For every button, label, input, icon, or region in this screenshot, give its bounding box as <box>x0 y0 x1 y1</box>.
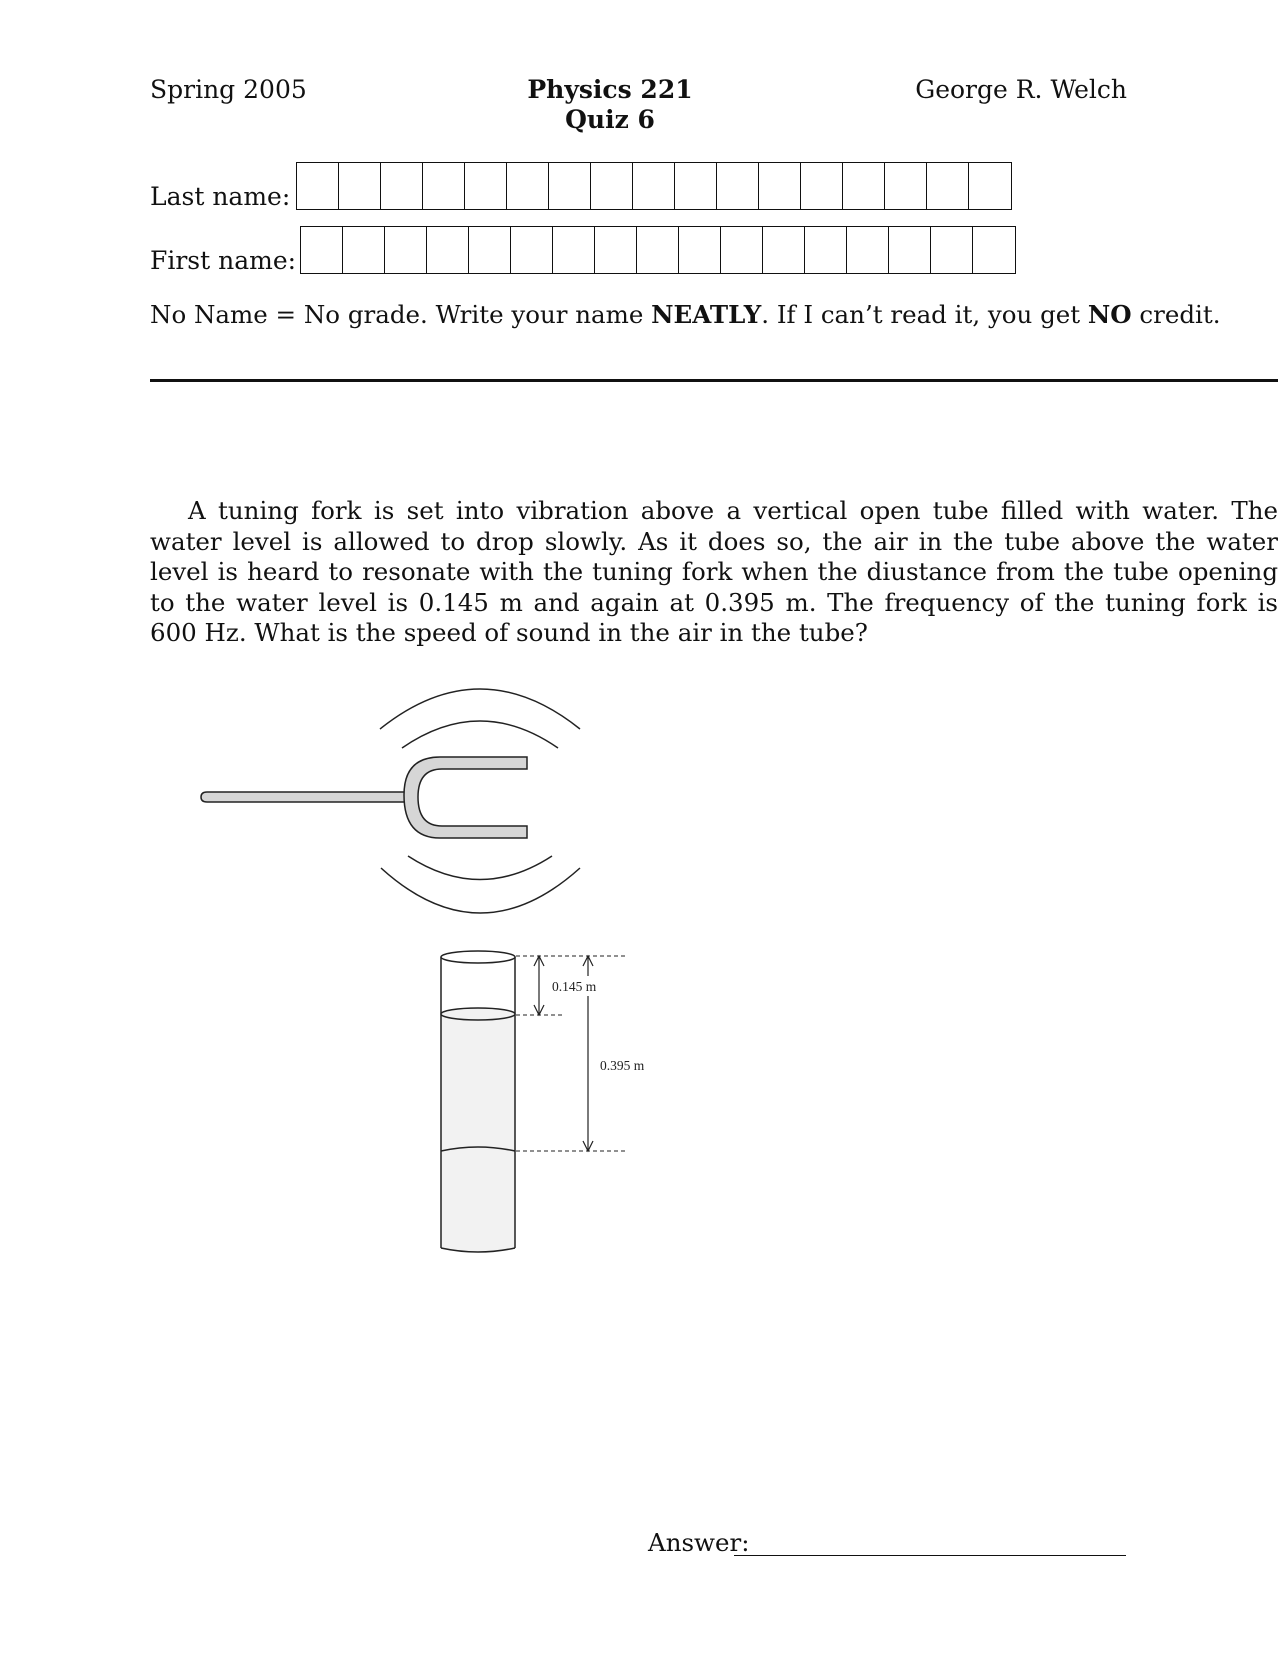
sound-arc-inner-bottom <box>408 856 552 880</box>
instructor-name: George R. Welch <box>915 75 1127 104</box>
warning-emph-no: NO <box>1087 300 1132 329</box>
fork-handle <box>201 792 406 802</box>
warning-text-1: No Name = No grade. Write your name <box>150 300 652 329</box>
first-name-label: First name: <box>150 246 297 275</box>
sound-arc-outer-top <box>380 689 580 729</box>
warning-text-3: credit. <box>1131 300 1221 329</box>
last-name-label: Last name: <box>150 182 291 211</box>
answer-line[interactable] <box>734 1555 1126 1556</box>
problem-statement: A tuning fork is set into vibration above a vertical open tube filled with water. The water level is allowed to drop slowly. As it does so, the air in the tube above the water level is heard to resonate with the tuning fork when the diustance from the tube opening to the water level is 0.145 m and again at 0.395 m. The frequency of the tuning fork is 600 Hz. What is the speed of sound in the air in the tube? <box>150 496 1278 647</box>
quiz-title: Quiz 6 <box>565 105 655 134</box>
fork-prongs <box>404 757 527 838</box>
label-long: 0.395 m <box>600 1058 645 1073</box>
semester-label: Spring 2005 <box>150 75 307 104</box>
tuning-fork-icon <box>201 757 527 838</box>
warning-text-2: . If I can’t read it, you get <box>761 300 1088 329</box>
answer-label: Answer: <box>648 1528 750 1557</box>
water-fill <box>441 1011 515 1253</box>
course-title: Physics 221 <box>527 75 693 104</box>
water-tube <box>441 951 515 1253</box>
water-level-1 <box>441 1008 515 1020</box>
warning-emph-neatly: NEATLY <box>651 300 762 329</box>
sound-arc-inner-top <box>402 721 558 748</box>
label-short: 0.145 m <box>552 979 597 994</box>
sound-arc-outer-bottom <box>381 868 580 913</box>
tube-opening <box>441 951 515 963</box>
